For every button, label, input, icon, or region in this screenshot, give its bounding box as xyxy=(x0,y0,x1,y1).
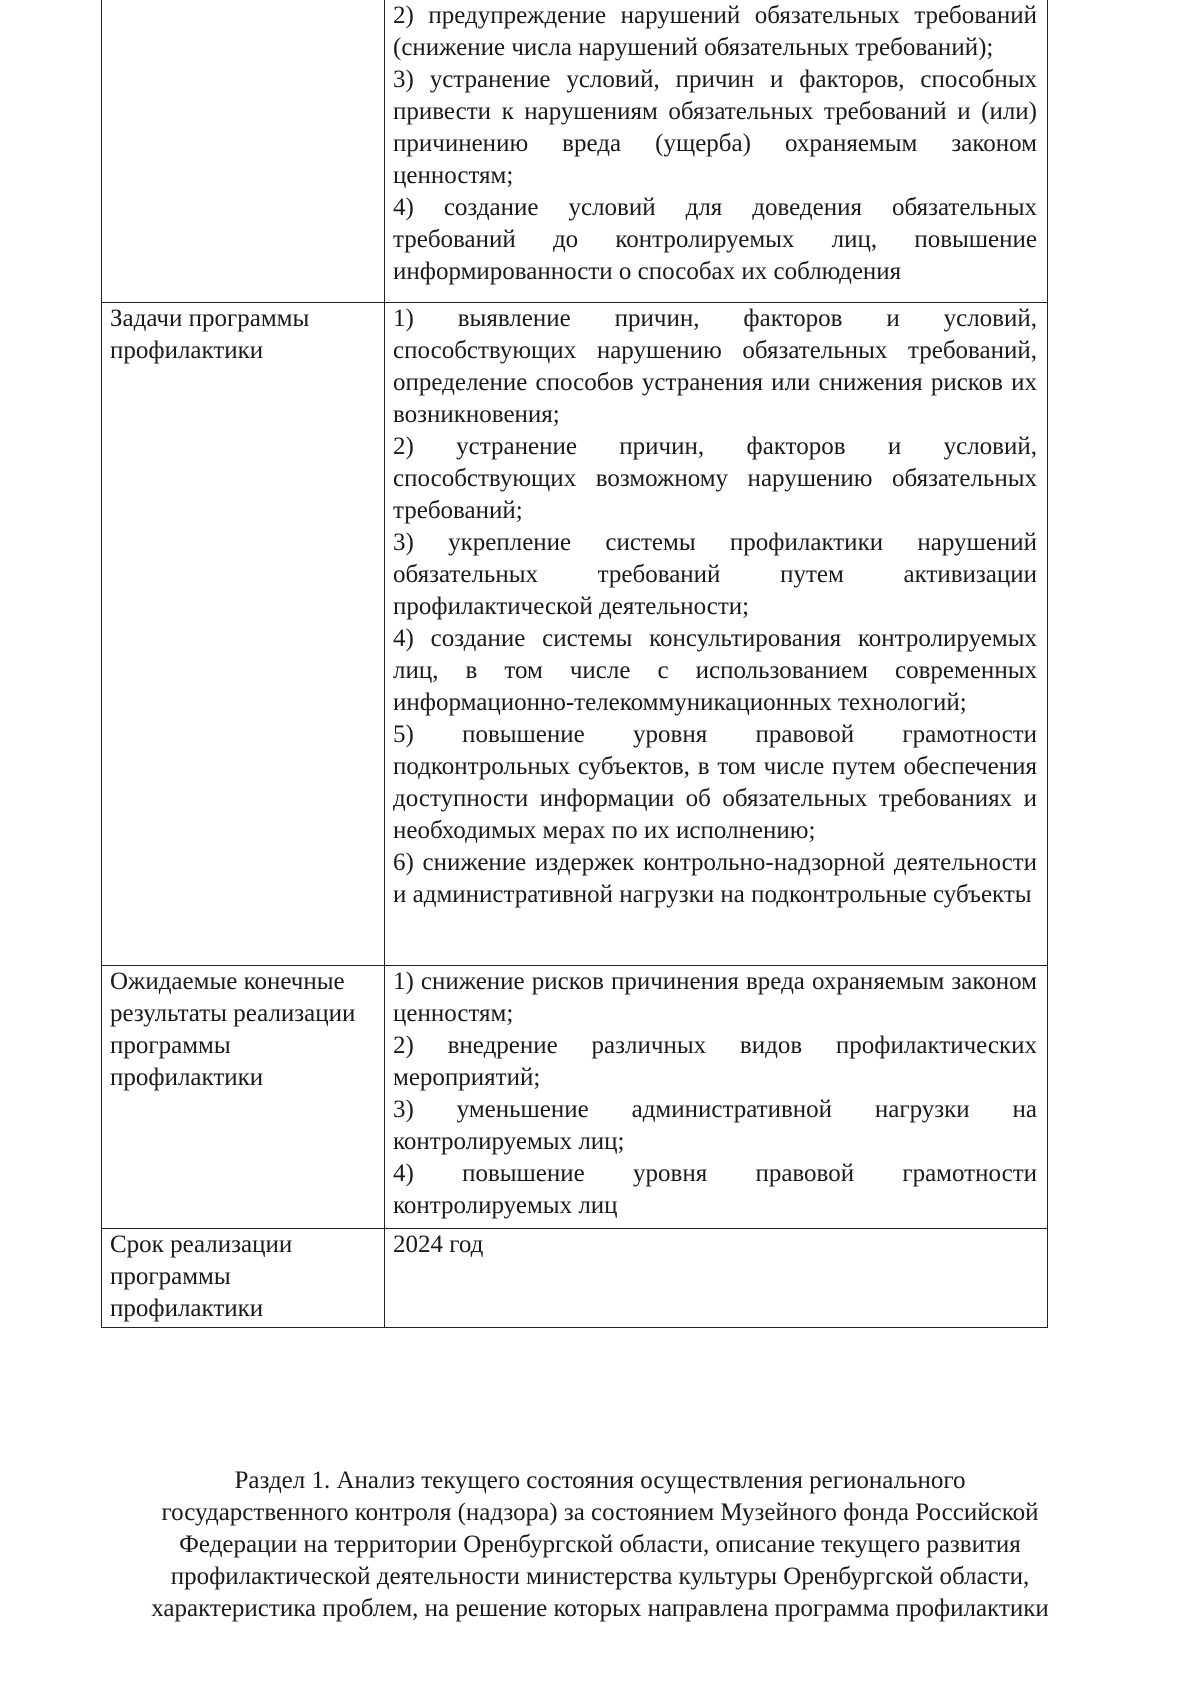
list-item: 3) укрепление системы профилактики нарушений обязательных требований путем активизации профилактической деятельности; xyxy=(393,529,1037,620)
list-item: 2) внедрение различных видов профилактических мероприятий; xyxy=(393,1032,1037,1091)
row-label: Срок реализации программы профилактики xyxy=(102,1229,385,1328)
list-item: 2) предупреждение нарушений обязательных требований (снижение числа нарушений обязательных требований); xyxy=(393,2,1037,61)
list-item: 2) устранение причин, факторов и условий, способствующих возможному нарушению обязательных требований; xyxy=(393,433,1037,524)
table-row-tasks xyxy=(102,303,1048,966)
program-passport-table xyxy=(101,0,1048,1328)
list-item: 1) снижение рисков причинения вреда охраняемым законом ценностям; xyxy=(393,968,1037,1027)
section-heading-line: Раздел 1. Анализ текущего состояния осуществления регионального xyxy=(234,1467,966,1494)
list-item: 3) устранение условий, причин и факторов, способных привести к нарушениям обязательных требований и (или) причинению вреда (ущерба) охраняемым законом ценностям; xyxy=(393,66,1037,189)
list-item: 4) создание системы консультирования контролируемых лиц, в том числе с использованием современных информационно-телекоммуникационных технологий; xyxy=(393,625,1037,716)
section-heading-line: государственного контроля (надзора) за состоянием Музейного фонда Российской xyxy=(161,1499,1039,1526)
table-row-implementation-period xyxy=(102,1229,1048,1328)
list-item: 2024 год xyxy=(393,1231,484,1258)
section-heading-line: характеристика проблем, на решение которых направлена программа профилактики xyxy=(151,1595,1049,1622)
row-content xyxy=(385,303,1048,966)
section-heading-line: Федерации на территории Оренбургской области, описание текущего развития xyxy=(179,1531,1021,1558)
row-label xyxy=(102,0,385,303)
section-heading-line: профилактической деятельности министерства культуры Оренбургской области, xyxy=(170,1563,1030,1590)
section-heading xyxy=(60,1465,1140,1625)
row-label: Задачи программы профилактики xyxy=(102,303,385,966)
table-row-expected-results xyxy=(102,966,1048,1229)
row-content xyxy=(385,0,1048,303)
list-item: 5) повышение уровня правовой грамотности подконтрольных субъектов, в том числе путем обеспечения доступности информации об обязательных требованиях и необходимых мерах по их исполнению; xyxy=(393,721,1037,844)
list-item: 4) повышение уровня правовой грамотности контролируемых лиц xyxy=(393,1160,1037,1219)
table-row-goals-continued xyxy=(102,0,1048,303)
row-content xyxy=(385,1229,1048,1328)
list-item: 3) уменьшение административной нагрузки на контролируемых лиц; xyxy=(393,1096,1037,1155)
list-item: 4) создание условий для доведения обязательных требований до контролируемых лиц, повышение информированности о способах их соблюдения xyxy=(393,194,1037,285)
row-content xyxy=(385,966,1048,1229)
row-label: Ожидаемые конечные результаты реализации программы профилактики xyxy=(102,966,385,1229)
list-item: 1) выявление причин, факторов и условий, способствующих нарушению обязательных требований, определение способов устранения или снижения рисков их возникновения; xyxy=(393,305,1037,428)
list-item: 6) снижение издержек контрольно-надзорной деятельности и административной нагрузки на подконтрольные субъекты xyxy=(393,849,1037,908)
